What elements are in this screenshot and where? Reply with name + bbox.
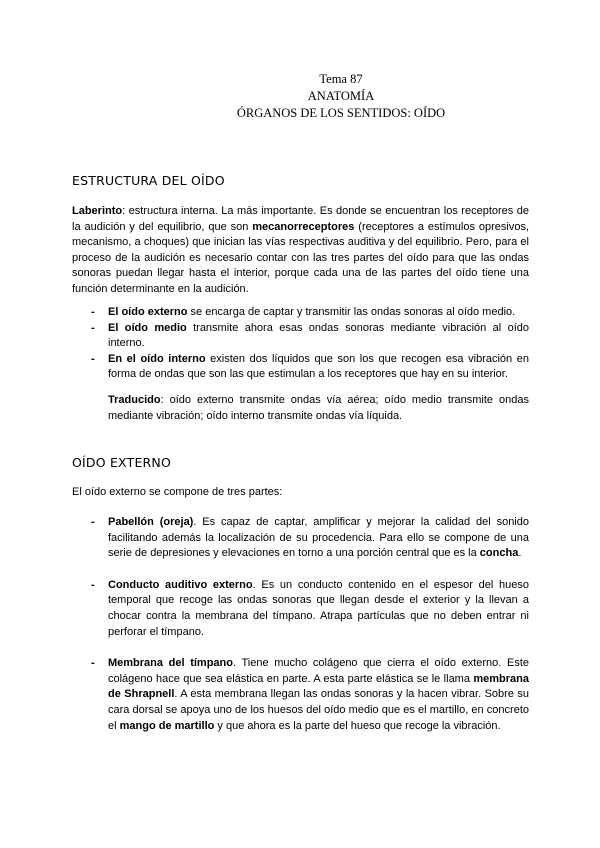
- section-title-estructura: ESTRUCTURA DEL OÍDO: [72, 173, 225, 188]
- ear-parts-list: [91, 305, 529, 383]
- list-item: - Pabellón (oreja). Es capaz de captar, amplificar y mejorar la calidad del sonido facilitando además la localización de su procedencia. Para ello se compone de una serie de depresiones y elevaciones en torno a una porción central que es la concha.: [91, 515, 529, 562]
- section-title-oido-externo: OÍDO EXTERNO: [72, 455, 172, 470]
- oido-externo-intro: El oído externo se compone de tres partes:: [72, 486, 283, 498]
- laberinto-paragraph: Laberinto: estructura interna. La más importante. Es donde se encuentran los receptores de la audición y del equilibrio, que son mecanorreceptores (receptores a estímulos opresivos, mecanismo, a choques) que inician las vías respectivas auditiva y del equilibrio. Pero, para el proceso de la audición es necesario contar con las tres partes del oído para que las ondas sonoras puedan llegar hasta el interior, porque cada una de las partes del oído tiene una función determinante en la audición.: [72, 205, 529, 295]
- term-laberinto: Laberinto: [72, 205, 123, 217]
- topic-title: ÓRGANOS DE LOS SENTIDOS: OÍDO: [236, 106, 446, 120]
- list-item: - Conducto auditivo externo. Es un conducto contenido en el espesor del hueso temporal que recoge las ondas sonoras que llegan desde el exterior y la llevan a chocar contra la membrana del tímpano. Atrapa partículas que no deben entrar ni perforar el tímpano.: [91, 578, 529, 640]
- list-item: - En el oído interno existen dos líquidos que son los que recogen esa vibración en forma de ondas que son las que estimulan a los receptores que hay en su interior.: [91, 352, 529, 383]
- list-item: - El oído externo se encarga de captar y transmitir las ondas sonoras al oído medio.: [91, 305, 529, 321]
- outer-ear-parts-list: [91, 515, 529, 750]
- translated-paragraph: Traducido: oído externo transmite ondas vía aérea; oído medio transmite ondas mediante vibración; oído interno transmite ondas vía líquida.: [108, 394, 529, 422]
- term-mecanorreceptores: mecanorreceptores: [252, 220, 355, 233]
- list-item: - Membrana del tímpano. Tiene mucho colágeno que cierra el oído externo. Este colágeno hace que sea elástica en parte. A esta parte elástica se le llama membrana de Shrapnell. A esta membrana llegan las ondas sonoras y la hacen vibrar. Sobre su cara dorsal se apoya uno de los huesos del oído medio que es el martillo, en concreto el mango de martillo y que ahora es la parte del hueso que recoge la vibración.: [91, 656, 529, 734]
- topic-number: Tema 87: [319, 72, 363, 86]
- term-traducido: Traducido: [108, 394, 161, 406]
- subject-title: ANATOMÍA: [307, 89, 375, 103]
- list-item: - El oído medio transmite ahora esas ondas sonoras mediante vibración al oído interno.: [91, 321, 529, 352]
- document-header: [0, 71, 600, 122]
